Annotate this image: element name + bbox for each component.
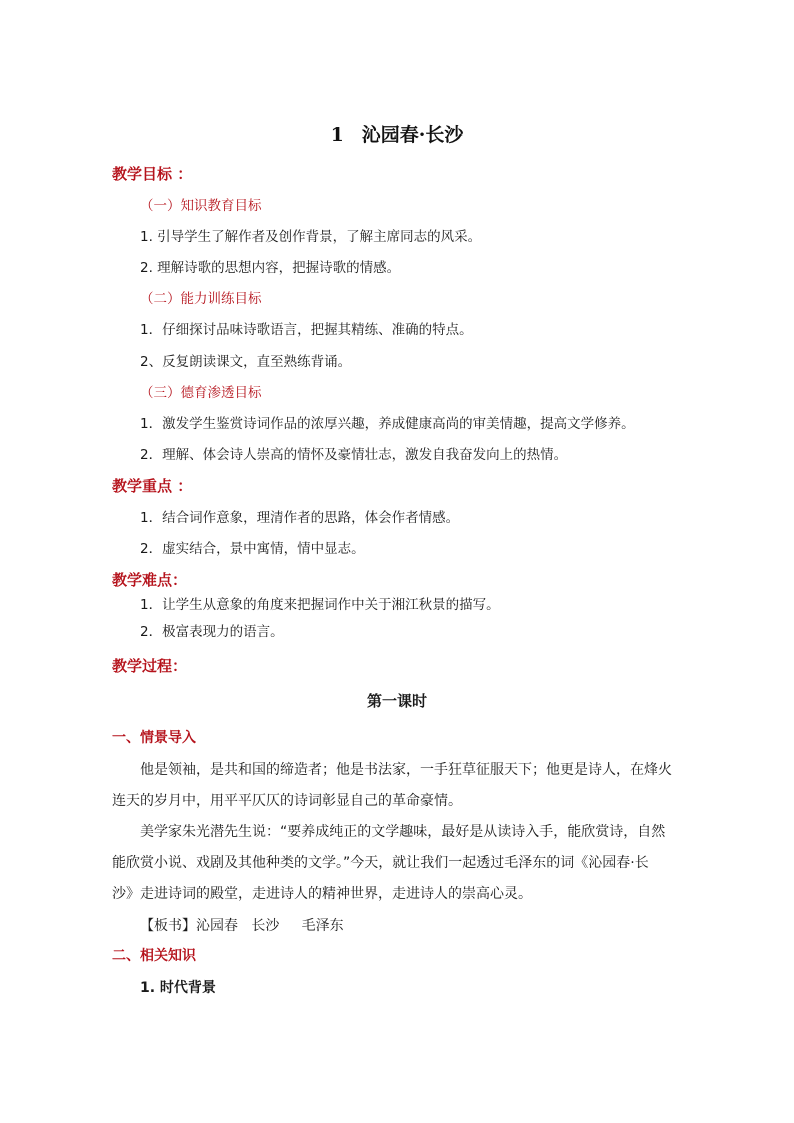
page-title: [0, 122, 794, 148]
ability-item: 1．仔细探讨品味诗歌语言，把握其精练、准确的特点。: [140, 322, 473, 338]
key-point-item: 1．结合词作意象，理清作者的思路，体会作者情感。: [140, 510, 460, 526]
intro-paragraph-line: 能欣赏小说、戏剧及其他种类的文学。”今天，就让我们一起透过毛泽东的词《沁园春·长: [112, 855, 649, 871]
process-heading: 教学过程：: [112, 657, 188, 675]
difficulty-item: 1．让学生从意象的角度来把握词作中关于湘江秋景的描写。: [140, 597, 500, 613]
objectives-heading: 教学目标 ：: [112, 165, 193, 183]
key-points-heading: 教学重点 ：: [112, 477, 193, 495]
board-text: 沁园春 长沙 毛泽东: [196, 918, 344, 934]
ability-item: 2、反复朗读课文，直至熟练背诵。: [140, 354, 352, 370]
ability-heading: （二）能力训练目标: [140, 291, 262, 307]
title-text: 沁园春·长沙: [361, 124, 464, 146]
intro-paragraph-line: 连天的岁月中，用平平仄仄的诗词彰显自己的革命豪情。: [112, 793, 462, 809]
section-heading-knowledge: 二、相关知识: [112, 948, 196, 964]
moral-item: 1．激发学生鉴赏诗词作品的浓厚兴趣，养成健康高尚的审美情趣，提高文学修养。: [140, 416, 635, 432]
board-note: [140, 916, 344, 936]
intro-paragraph-line: 美学家朱光潜先生说：“要养成纯正的文学趣味，最好是从读诗入手，能欣赏诗，自然: [140, 824, 666, 840]
difficulty-heading: 教学难点：: [112, 571, 188, 589]
subsection-background: 1. 时代背景: [140, 980, 216, 996]
knowledge-item: 2. 理解诗歌的思想内容，把握诗歌的情感。: [140, 260, 401, 276]
intro-paragraph-line: 他是领袖，是共和国的缔造者；他是书法家，一手狂草征服天下；他更是诗人，在烽火: [140, 762, 672, 778]
title-number: 1: [330, 124, 344, 146]
moral-heading: （三）德育渗透目标: [140, 385, 262, 401]
lesson-title: 第一课时: [366, 692, 427, 710]
section-heading-intro: 一、情景导入: [112, 730, 196, 746]
moral-item: 2．理解、体会诗人崇高的情怀及豪情壮志，激发自我奋发向上的热情。: [140, 447, 568, 463]
key-point-item: 2．虚实结合，景中寓情，情中显志。: [140, 541, 365, 557]
knowledge-item: 1. 引导学生了解作者及创作背景，了解主席同志的风采。: [140, 229, 482, 245]
difficulty-item: 2．极富表现力的语言。: [140, 624, 284, 640]
board-label: 【板书】: [140, 918, 196, 934]
intro-paragraph-line: 沙》走进诗词的殿堂，走进诗人的精神世界，走进诗人的崇高心灵。: [112, 886, 532, 902]
knowledge-heading: （一）知识教育目标: [140, 198, 262, 214]
